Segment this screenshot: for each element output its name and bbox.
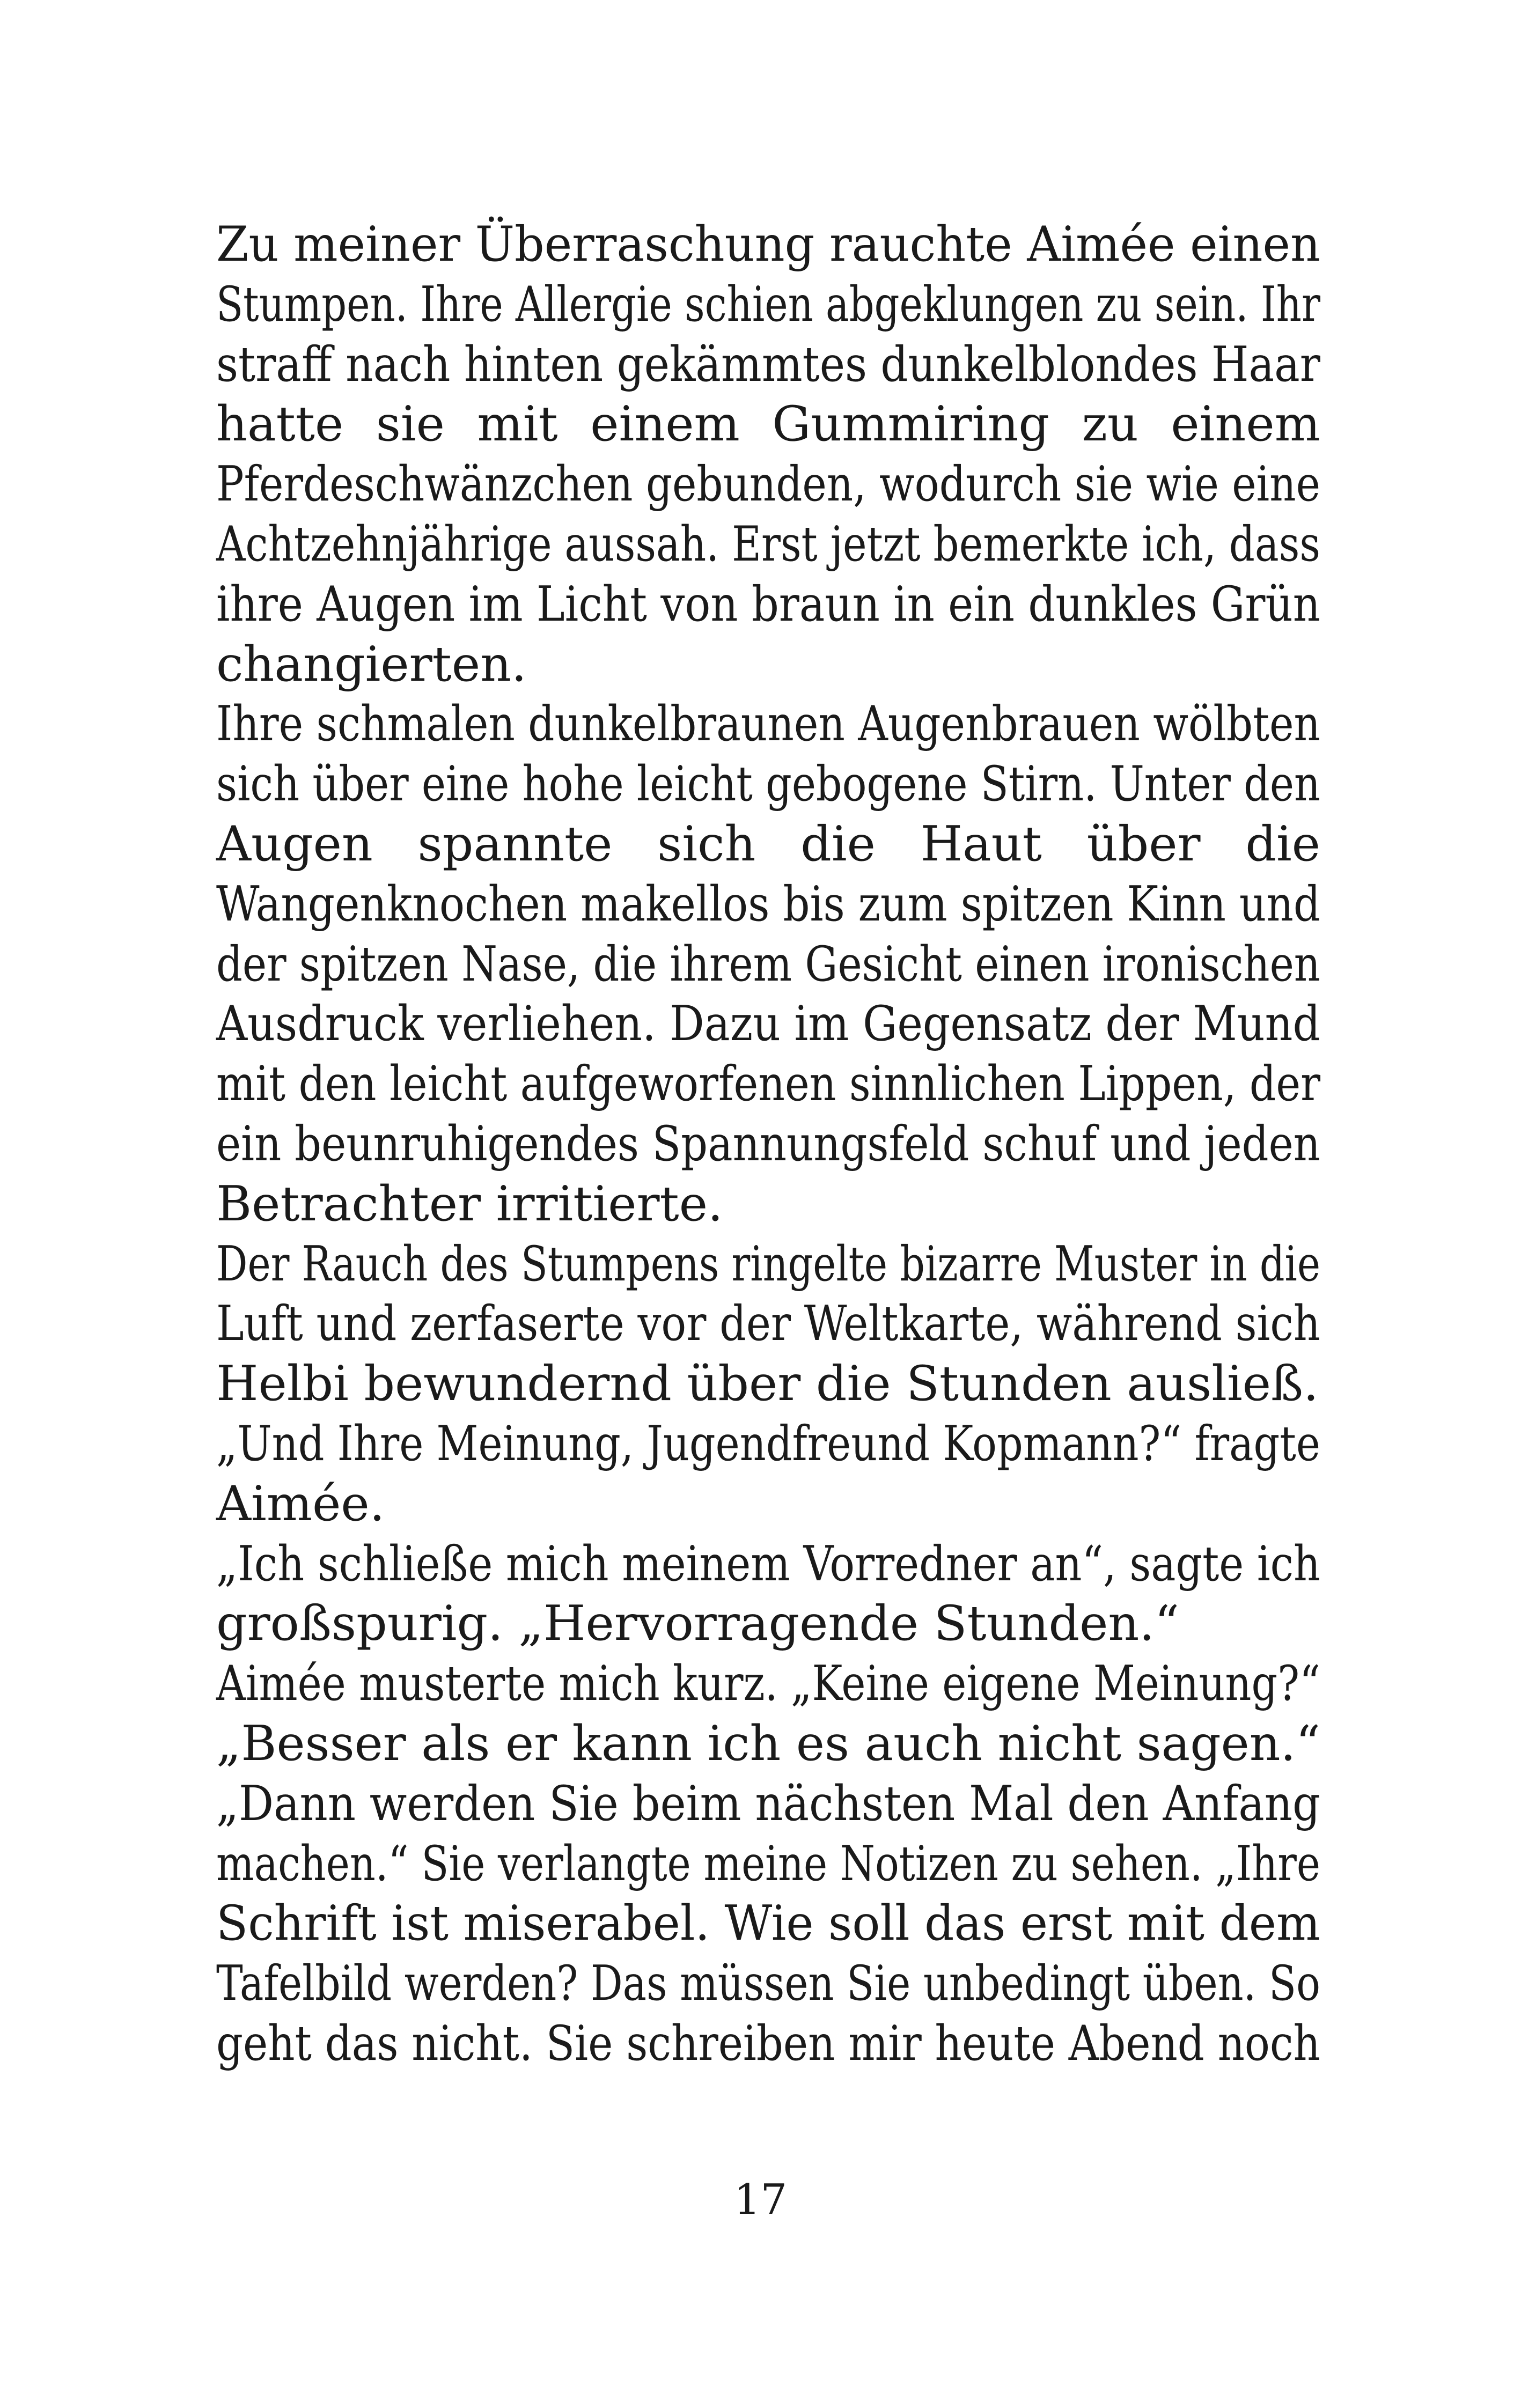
text-line: Helbi bewundernd über die Stunden ausließ. bbox=[216, 1356, 1319, 1412]
text-line: Aimée. bbox=[216, 1475, 385, 1532]
text-line: „Besser als er kann ich es auch nicht sagen.“ bbox=[216, 1715, 1320, 1772]
text-line: Tafelbild werden? Das müssen Sie unbedingt üben. So bbox=[216, 1955, 1320, 2012]
paragraph bbox=[216, 1714, 1320, 1774]
text-line: Ausdruck verliehen. Dazu im Gegensatz der Mund bbox=[216, 996, 1320, 1052]
text-line: hatte sie mit einem Gummiring zu einem bbox=[216, 396, 1320, 453]
text-line: „Ich schließe mich meinem Vorredner an“, sagte ich bbox=[216, 1535, 1320, 1592]
text-line: „Und Ihre Meinung, Jugendfreund Kopmann?“ fragte bbox=[216, 1415, 1320, 1472]
text-line: ein beunruhigendes Spannungsfeld schuf und jeden bbox=[216, 1115, 1320, 1172]
text-line: mit den leicht aufgeworfenen sinnlichen Lippen, der bbox=[216, 1056, 1320, 1113]
text-line: changierten. bbox=[216, 636, 527, 693]
paragraph bbox=[216, 694, 1320, 1234]
text-line: Betrachter irritierte. bbox=[216, 1175, 723, 1232]
text-line: machen.“ Sie verlangte meine Notizen zu sehen. „Ihre bbox=[216, 1835, 1320, 1892]
text-line: der spitzen Nase, die ihrem Gesicht einen ironischen bbox=[216, 936, 1320, 992]
text-line: Stumpen. Ihre Allergie schien abgeklungen zu sein. Ihr bbox=[216, 276, 1320, 333]
text-line: großspurig. „Hervorragende Stunden.“ bbox=[216, 1595, 1179, 1652]
text-line: Der Rauch des Stumpens ringelte bizarre Muster in die bbox=[216, 1235, 1320, 1292]
paragraph bbox=[216, 1414, 1320, 1534]
text-line: Achtzehnjährige aussah. Erst jetzt bemerkte ich, dass bbox=[216, 516, 1320, 572]
text-line: geht das nicht. Sie schreiben mir heute Abend noch bbox=[216, 2015, 1320, 2072]
text-line: straff nach hinten gekämmtes dunkelblondes Haar bbox=[216, 336, 1320, 393]
paragraph bbox=[216, 1534, 1320, 1654]
text-line: ihre Augen im Licht von braun in ein dunkles Grün bbox=[216, 576, 1320, 632]
text-line: Luft und zerfaserte vor der Weltkarte, während sich bbox=[216, 1295, 1320, 1352]
page-number: 17 bbox=[733, 2176, 788, 2224]
paragraph bbox=[216, 1654, 1320, 1714]
text-line: Pferdeschwänzchen gebunden, wodurch sie wie eine bbox=[216, 456, 1320, 513]
text-line: Wangenknochen makellos bis zum spitzen Kinn und bbox=[216, 875, 1320, 932]
body-text bbox=[216, 215, 1320, 2074]
paragraph bbox=[216, 1234, 1320, 1414]
paragraph bbox=[216, 1774, 1320, 2074]
text-line: Schrift ist miserabel. Wie soll das erst mit dem bbox=[216, 1895, 1320, 1952]
text-line: sich über eine hohe leicht gebogene Stirn. Unter den bbox=[216, 756, 1320, 813]
text-line: „Dann werden Sie beim nächsten Mal den Anfang bbox=[216, 1775, 1320, 1832]
text-line: Ihre schmalen dunkelbraunen Augenbrauen wölbten bbox=[216, 696, 1320, 753]
text-line: Augen spannte sich die Haut über die bbox=[216, 815, 1320, 872]
text-line: Zu meiner Überraschung rauchte Aimée einen bbox=[216, 216, 1320, 273]
text-line: Aimée musterte mich kurz. „Keine eigene Meinung?“ bbox=[216, 1655, 1320, 1712]
paragraph bbox=[216, 215, 1320, 694]
